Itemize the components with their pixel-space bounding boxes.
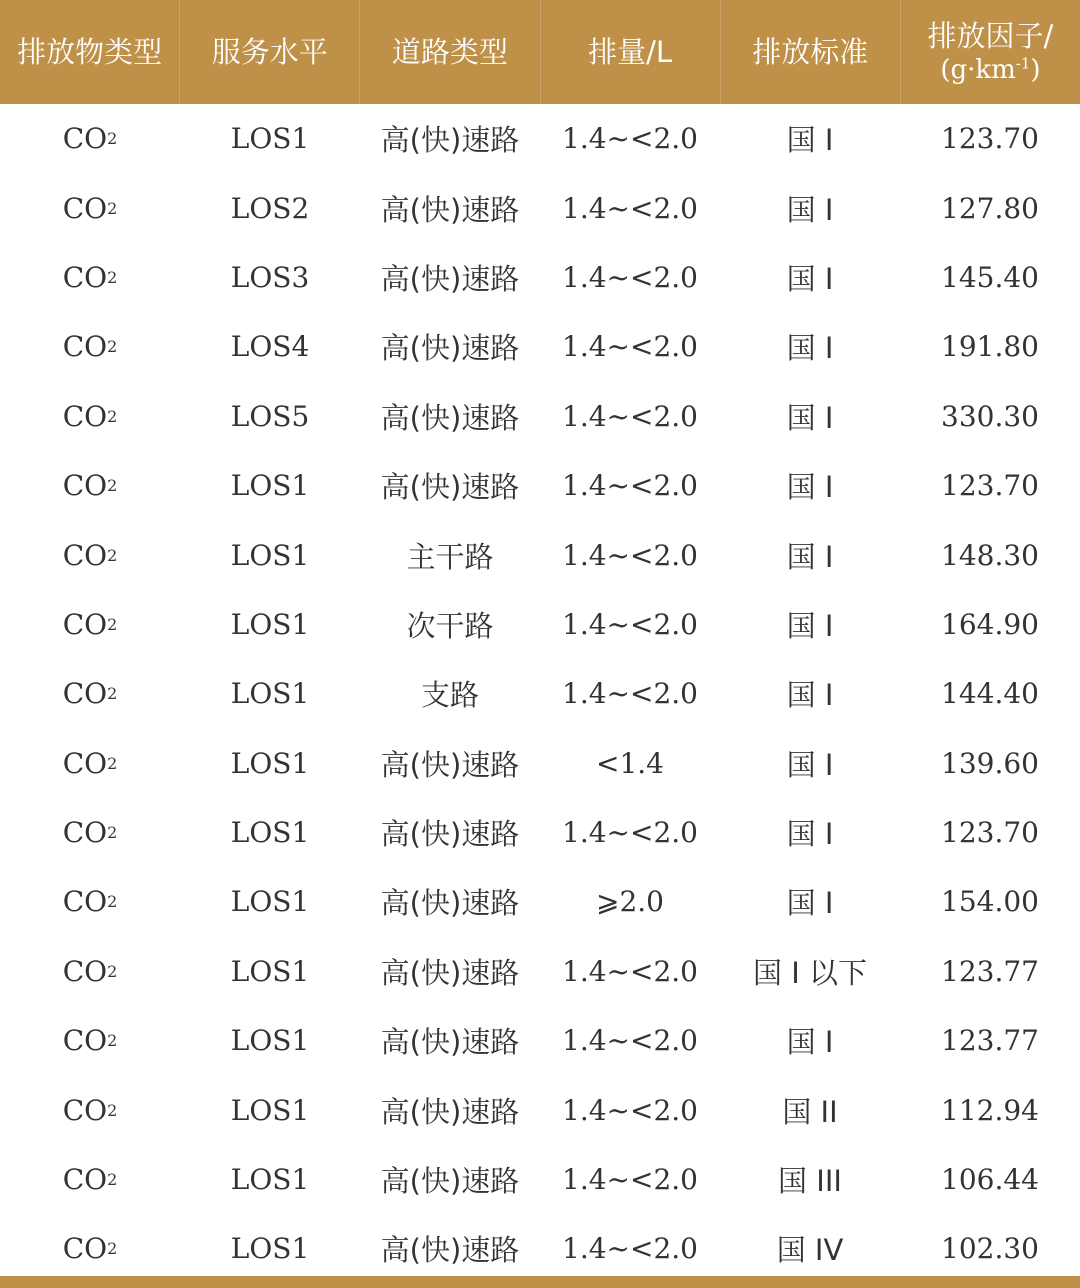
cell-road-type: 高(快)速路: [380, 192, 520, 227]
cell-pollutant: [0, 1075, 180, 1144]
cell-emission-factor: 330.30: [941, 399, 1039, 433]
cell-emission-factor: 164.90: [941, 607, 1039, 641]
cell-emission-factor: 123.77: [941, 1024, 1039, 1058]
cell-emission-factor: 123.70: [941, 122, 1039, 156]
cell-service-level: LOS3: [230, 260, 310, 294]
table-row: [0, 520, 1080, 589]
pollutant-formula: CO: [62, 885, 108, 919]
cell-pollutant: [0, 1006, 180, 1075]
cell-displacement: <1.4: [596, 746, 664, 780]
cell-emission-standard: 国 I: [786, 123, 834, 158]
cell-emission-standard: 国 I: [786, 678, 834, 713]
cell-pollutant: [0, 867, 180, 936]
table-row: [0, 937, 1080, 1006]
pollutant-formula: CO: [62, 1093, 108, 1127]
cell-service-level: LOS5: [230, 399, 310, 433]
pollutant-subscript: 2: [107, 198, 118, 218]
header-label: 服务水平: [211, 34, 328, 69]
table-bottom-rule: [0, 1276, 1080, 1288]
cell-service-level: LOS1: [230, 954, 310, 988]
cell-emission-standard: 国 I: [786, 1025, 834, 1060]
unit-superscript: -1: [1015, 54, 1031, 73]
pollutant-formula: CO: [62, 260, 108, 294]
cell-emission-standard: 国 I: [786, 747, 834, 782]
unit-text: (g·km: [940, 54, 1016, 85]
cell-displacement: 1.4~<2.0: [562, 607, 698, 641]
header-emission-standard: [721, 0, 901, 104]
cell-emission-factor: 112.94: [941, 1093, 1039, 1127]
cell-service-level: LOS1: [230, 885, 310, 919]
cell-service-level: LOS1: [230, 122, 310, 156]
table-row: [0, 798, 1080, 867]
unit-close: ): [1030, 54, 1041, 85]
cell-service-level: LOS1: [230, 1024, 310, 1058]
cell-displacement: 1.4~<2.0: [562, 399, 698, 433]
cell-displacement: 1.4~<2.0: [562, 1163, 698, 1197]
cell-emission-factor: 148.30: [941, 538, 1039, 572]
cell-emission-standard: 国 I: [786, 261, 834, 296]
cell-emission-standard: 国 I: [786, 539, 834, 574]
cell-emission-factor: 127.80: [941, 191, 1039, 225]
pollutant-subscript: 2: [107, 267, 118, 287]
cell-pollutant: [0, 520, 180, 589]
cell-service-level: LOS2: [230, 191, 310, 225]
cell-pollutant: [0, 312, 180, 381]
cell-emission-factor: 154.00: [941, 885, 1039, 919]
cell-service-level: LOS1: [230, 816, 310, 850]
cell-emission-factor: 123.70: [941, 816, 1039, 850]
cell-emission-standard: 国 I: [786, 608, 834, 643]
cell-emission-factor: 144.40: [941, 677, 1039, 711]
table-row: [0, 451, 1080, 520]
cell-road-type: 高(快)速路: [380, 123, 520, 158]
table-row: [0, 867, 1080, 936]
table-row: [0, 243, 1080, 312]
cell-displacement: 1.4~<2.0: [562, 122, 698, 156]
pollutant-subscript: 2: [107, 1170, 118, 1190]
pollutant-formula: CO: [62, 816, 108, 850]
cell-emission-standard: 国 I: [786, 886, 834, 921]
table-row: [0, 1214, 1080, 1283]
cell-emission-factor: 191.80: [941, 330, 1039, 364]
cell-road-type: 高(快)速路: [380, 747, 520, 782]
table-row: [0, 729, 1080, 798]
cell-road-type: 次干路: [406, 608, 494, 643]
table-row: [0, 1145, 1080, 1214]
cell-road-type: 主干路: [406, 539, 494, 574]
pollutant-subscript: 2: [107, 1239, 118, 1259]
pollutant-subscript: 2: [107, 337, 118, 357]
pollutant-subscript: 2: [107, 129, 118, 149]
cell-emission-standard: 国 I: [786, 470, 834, 505]
cell-service-level: LOS1: [230, 469, 310, 503]
pollutant-subscript: 2: [107, 684, 118, 704]
pollutant-formula: CO: [62, 677, 108, 711]
table-row: [0, 173, 1080, 242]
cell-road-type: 高(快)速路: [380, 817, 520, 852]
table-row: [0, 382, 1080, 451]
cell-pollutant: [0, 382, 180, 451]
cell-road-type: 高(快)速路: [380, 1164, 520, 1199]
pollutant-formula: CO: [62, 469, 108, 503]
cell-road-type: 高(快)速路: [380, 331, 520, 366]
pollutant-formula: CO: [62, 122, 108, 156]
cell-pollutant: [0, 451, 180, 520]
cell-road-type: 高(快)速路: [380, 400, 520, 435]
cell-service-level: LOS1: [230, 1232, 310, 1266]
cell-road-type: 高(快)速路: [380, 261, 520, 296]
pollutant-subscript: 2: [107, 406, 118, 426]
pollutant-subscript: 2: [107, 892, 118, 912]
cell-emission-standard: 国 II: [782, 1094, 838, 1129]
table-row: [0, 659, 1080, 728]
cell-pollutant: [0, 590, 180, 659]
pollutant-formula: CO: [62, 538, 108, 572]
cell-displacement: 1.4~<2.0: [562, 677, 698, 711]
pollutant-formula: CO: [62, 191, 108, 225]
header-label: 排放标准: [752, 34, 869, 69]
cell-displacement: 1.4~<2.0: [562, 954, 698, 988]
pollutant-subscript: 2: [107, 1031, 118, 1051]
header-label: 道路类型: [391, 34, 508, 69]
header-displacement: [541, 0, 721, 104]
table-row: [0, 312, 1080, 381]
header-label-line2: [928, 54, 1054, 87]
cell-road-type: 高(快)速路: [380, 955, 520, 990]
cell-road-type: 高(快)速路: [380, 1094, 520, 1129]
cell-pollutant: [0, 1145, 180, 1214]
pollutant-formula: CO: [62, 1024, 108, 1058]
cell-displacement: 1.4~<2.0: [562, 330, 698, 364]
pollutant-subscript: 2: [107, 545, 118, 565]
cell-emission-standard: 国 I: [786, 817, 834, 852]
cell-road-type: 高(快)速路: [380, 1233, 520, 1268]
cell-pollutant: [0, 729, 180, 798]
table-row: [0, 104, 1080, 173]
cell-service-level: LOS1: [230, 677, 310, 711]
cell-service-level: LOS1: [230, 607, 310, 641]
header-label: 排量/L: [588, 34, 673, 69]
pollutant-subscript: 2: [107, 823, 118, 843]
cell-pollutant: [0, 659, 180, 728]
cell-emission-factor: 102.30: [941, 1232, 1039, 1266]
pollutant-formula: CO: [62, 399, 108, 433]
cell-road-type: 支路: [420, 678, 479, 713]
cell-service-level: LOS1: [230, 538, 310, 572]
pollutant-subscript: 2: [107, 476, 118, 496]
cell-road-type: 高(快)速路: [380, 1025, 520, 1060]
cell-displacement: 1.4~<2.0: [562, 1093, 698, 1127]
cell-emission-factor: 106.44: [941, 1163, 1039, 1197]
cell-service-level: LOS1: [230, 746, 310, 780]
header-pollutant-type: [0, 0, 180, 104]
table-row: [0, 1006, 1080, 1075]
cell-service-level: LOS4: [230, 330, 310, 364]
cell-emission-factor: 145.40: [941, 260, 1039, 294]
table-row: [0, 590, 1080, 659]
pollutant-subscript: 2: [107, 614, 118, 634]
cell-pollutant: [0, 173, 180, 242]
cell-displacement: 1.4~<2.0: [562, 260, 698, 294]
cell-emission-factor: 139.60: [941, 746, 1039, 780]
header-emission-factor: [901, 0, 1080, 104]
pollutant-formula: CO: [62, 607, 108, 641]
pollutant-formula: CO: [62, 330, 108, 364]
cell-displacement: ⩾2.0: [596, 885, 664, 919]
header-label-line1: 排放因子/: [927, 18, 1054, 53]
pollutant-formula: CO: [62, 1163, 108, 1197]
cell-pollutant: [0, 1214, 180, 1283]
pollutant-subscript: 2: [107, 1100, 118, 1120]
cell-emission-factor: 123.70: [941, 469, 1039, 503]
cell-road-type: 高(快)速路: [380, 470, 520, 505]
cell-pollutant: [0, 104, 180, 173]
table-header: [0, 0, 1080, 104]
cell-road-type: 高(快)速路: [380, 886, 520, 921]
table-row: [0, 1075, 1080, 1144]
pollutant-subscript: 2: [107, 961, 118, 981]
cell-displacement: 1.4~<2.0: [562, 1024, 698, 1058]
cell-displacement: 1.4~<2.0: [562, 469, 698, 503]
cell-displacement: 1.4~<2.0: [562, 1232, 698, 1266]
cell-emission-standard: 国 I 以下: [753, 955, 867, 990]
cell-displacement: 1.4~<2.0: [562, 191, 698, 225]
cell-pollutant: [0, 243, 180, 312]
cell-displacement: 1.4~<2.0: [562, 538, 698, 572]
pollutant-subscript: 2: [107, 753, 118, 773]
cell-emission-standard: 国 III: [778, 1164, 842, 1199]
pollutant-formula: CO: [62, 1232, 108, 1266]
cell-emission-standard: 国 IV: [776, 1233, 844, 1268]
table-body: [0, 104, 1080, 1284]
cell-service-level: LOS1: [230, 1163, 310, 1197]
cell-service-level: LOS1: [230, 1093, 310, 1127]
pollutant-formula: CO: [62, 954, 108, 988]
cell-pollutant: [0, 798, 180, 867]
cell-emission-standard: 国 I: [786, 400, 834, 435]
cell-pollutant: [0, 937, 180, 1006]
cell-displacement: 1.4~<2.0: [562, 816, 698, 850]
header-service-level: [180, 0, 360, 104]
header-label: 排放物类型: [17, 34, 163, 69]
header-road-type: [360, 0, 540, 104]
pollutant-formula: CO: [62, 746, 108, 780]
cell-emission-factor: 123.77: [941, 954, 1039, 988]
cell-emission-standard: 国 I: [786, 331, 834, 366]
cell-emission-standard: 国 I: [786, 192, 834, 227]
